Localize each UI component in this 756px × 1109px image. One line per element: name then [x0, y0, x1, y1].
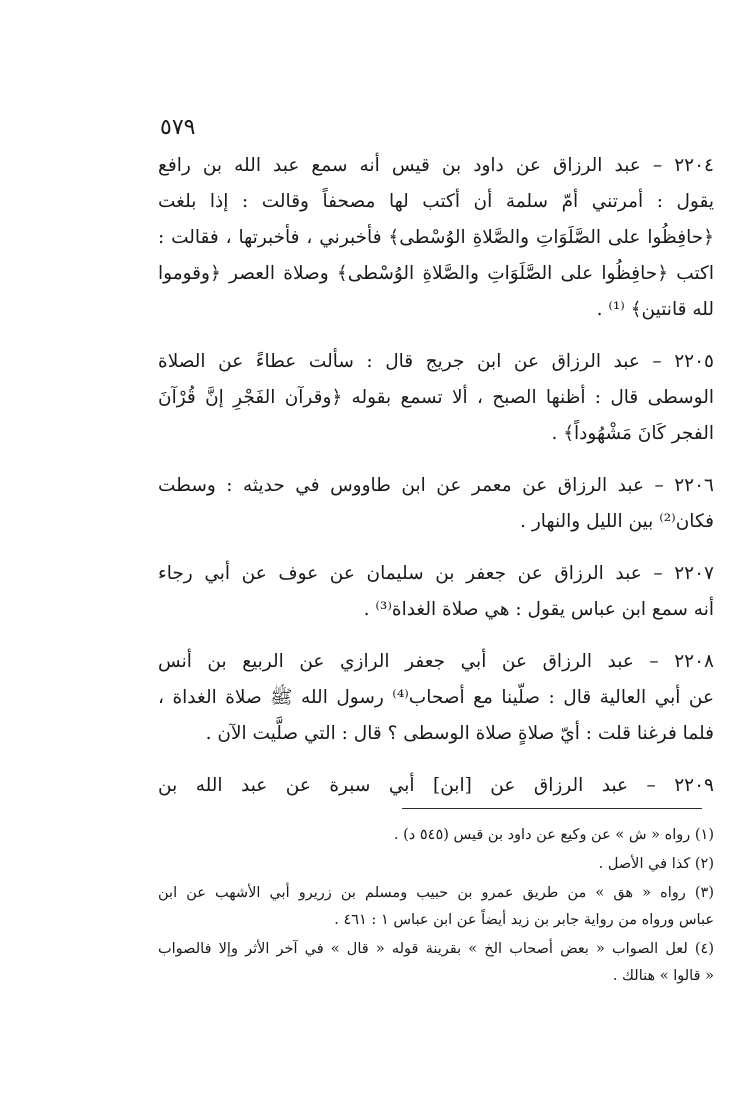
entry-line: ٢٢٠٥ – عبد الرزاق عن ابن جريج قال : سألت عطاءً عن الصلاة — [158, 351, 714, 372]
entry-line: لله قانتين﴾ ⁽¹⁾ . — [596, 299, 714, 320]
footnote-line: عباس ورواه من رواية جابر بن زيد أيضاً عن ابن عباس ١ : ٤٦١ . — [334, 912, 714, 928]
entry-line: الفجر كَانَ مَشْهُوداً﴾ . — [551, 423, 714, 444]
entry-line: ٢٢٠٦ – عبد الرزاق عن معمر عن ابن طاووس في حديثه : وسطت — [158, 475, 714, 496]
footnote-2 — [158, 851, 714, 878]
footnote-3 — [158, 880, 714, 934]
footnote-line: (٤) لعل الصواب « بعض أصحاب الخ » بقرينة قوله « قال » في آخر الأثر وإلا فالصواب — [158, 941, 714, 957]
footnote-line: (٢) كذا في الأصل . — [598, 856, 714, 872]
entry-line: ٢٢٠٧ – عبد الرزاق عن جعفر بن سليمان عن عوف عن أبي رجاء — [158, 563, 714, 584]
footnote-line: « قالوا » هنالك . — [612, 968, 714, 984]
footnotes — [158, 822, 714, 992]
footnote-line: (١) رواه « ش » عن وكيع عن داود بن قيس (٥٤٥ د) . — [393, 827, 714, 843]
hadith-entry-2209 — [158, 768, 714, 804]
footnote-line: (٣) رواه « هق » من طريق عمرو بن حبيب ومسلم بن زريرو أبي الأشهب عن ابن — [158, 885, 714, 901]
page-number: ٥٧٩ — [160, 115, 196, 140]
hadith-entry-2207 — [158, 556, 714, 628]
entry-line: اكتب ﴿حافِظُوا على الصَّلَوَاتِ والصَّلاةِ الوُسْطى﴾ وصلاة العصر ﴿وقوموا — [158, 263, 714, 284]
hadith-entry-2204 — [158, 148, 714, 328]
entry-line: فلما فرغنا قلت : أيّ صلاةٍ صلاة الوسطى ؟ قال : التي صلَّيت الآن . — [205, 723, 714, 744]
footnote-divider — [402, 808, 702, 809]
entry-line: ٢٢٠٤ – عبد الرزاق عن داود بن قيس أنه سمع عبد الله بن رافع — [158, 155, 714, 176]
entry-line: عن أبي العالية قال : صلّينا مع أصحاب⁽⁴⁾ رسول الله ﷺ صلاة الغداة ، — [158, 687, 714, 708]
entry-line: أنه سمع ابن عباس يقول : هي صلاة الغداة⁽³⁾ . — [363, 599, 714, 620]
footnote-4 — [158, 936, 714, 990]
entry-line: ٢٢٠٩ – عبد الرزاق عن [ابن] أبي سبرة عن عبد الله بن — [158, 775, 714, 796]
entry-line: ٢٢٠٨ – عبد الرزاق عن أبي جعفر الرازي عن الربيع بن أنس — [158, 651, 714, 672]
entry-line: ﴿حافِظُوا على الصَّلَوَاتِ والصَّلاةِ الوُسْطى﴾ فأخبرني ، فأخبرتها ، فقالت : — [158, 227, 714, 248]
hadith-entry-2205 — [158, 344, 714, 452]
footnote-1 — [158, 822, 714, 849]
hadith-entries — [158, 148, 714, 820]
entry-line: يقول : أمرتني أمّ سلمة أن أكتب لها مصحفاً وقالت : إذا بلغت — [158, 191, 714, 212]
hadith-entry-2206 — [158, 468, 714, 540]
hadith-entry-2208 — [158, 644, 714, 752]
entry-line: الوسطى قال : أظنها الصبح ، ألا تسمع بقوله ﴿وقرآن الفَجْرِ إنَّ قُرْآنَ — [158, 387, 714, 408]
entry-line: فكان⁽²⁾ بين الليل والنهار . — [520, 511, 714, 532]
